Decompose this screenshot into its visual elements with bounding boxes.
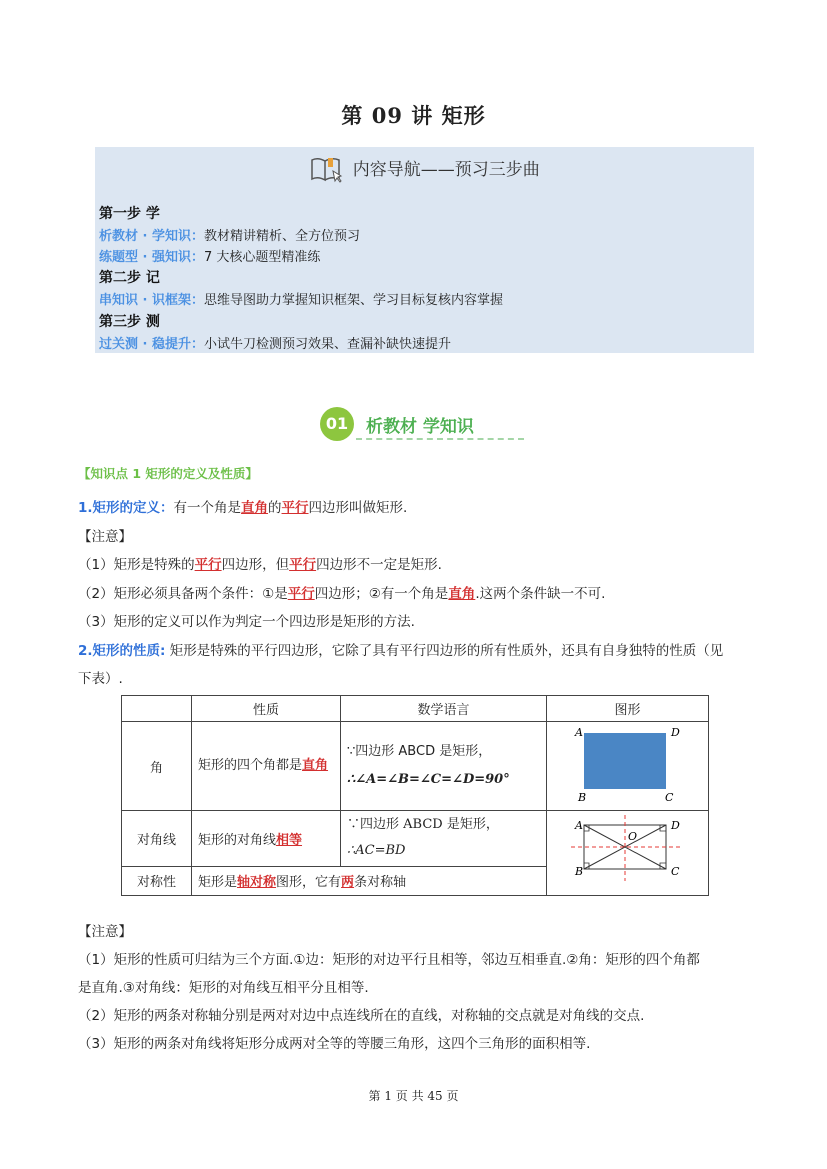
row-angle-figure — [547, 722, 709, 811]
note3-line: （3）矩形的定义可以作为判定一个四边形是矩形的方法. — [78, 614, 415, 630]
row-symmetry-red2: 两 — [341, 875, 355, 891]
row-angle-math — [341, 722, 547, 811]
note1-c: 四边形不一定是矩形. — [316, 557, 442, 573]
step1-title: 第一步 学 — [99, 206, 160, 222]
def-text-a: 有一个角是 — [173, 500, 242, 516]
row-symmetry-a: 矩形是 — [198, 875, 238, 891]
row-angle-math-1: ∵四边形 ABCD 是矩形， — [347, 744, 492, 759]
definition-line — [78, 496, 407, 516]
step3-item1 — [99, 333, 451, 352]
rectangle-figure — [547, 722, 707, 806]
label-a: A — [575, 726, 583, 739]
step1-item1 — [99, 225, 360, 244]
step1-item1-text: 教材精讲精析、全方位预习 — [204, 229, 361, 244]
row-angle-math-2: ∴∠A=∠B=∠C=∠D=90° — [347, 772, 510, 787]
row-diagonal-math — [341, 811, 547, 867]
label-b: B — [575, 865, 584, 878]
row-diagonal-name: 对角线 — [122, 811, 192, 867]
step3-item1-text: 小试牛刀检测预习效果、查漏补缺快速提升 — [204, 337, 452, 352]
row-symmetry-name: 对称性 — [122, 866, 192, 895]
note2-a: （2）矩形必须具备两个条件：①是 — [78, 586, 288, 602]
label-d: D — [671, 726, 680, 739]
table-header-figure: 图形 — [547, 696, 709, 722]
step3-item1-label: 过关测 · 稳提升： — [99, 337, 204, 352]
step1-item2 — [99, 246, 320, 265]
row-symmetry-b: 图形，它有 — [276, 875, 342, 891]
step2-item1-label: 串知识 · 识框架： — [99, 293, 204, 308]
book-icon — [309, 155, 343, 185]
table-header-math-language: 数学语言 — [341, 696, 547, 722]
row-diagonal-property — [192, 811, 341, 867]
properties-table — [121, 695, 709, 896]
label-c: C — [671, 865, 680, 878]
table-row — [122, 811, 709, 867]
row-diagonal-figure — [547, 811, 709, 896]
note1-red1: 平行 — [194, 557, 222, 573]
row-diagonal-prop-text: 矩形的对角线 — [198, 832, 277, 848]
row-angle-prop-text: 矩形的四个角都是 — [198, 758, 303, 773]
row-symmetry-c: 条对称轴 — [354, 875, 407, 891]
step2-item1-text: 思维导图助力掌握知识框架、学习目标复核内容掌握 — [204, 293, 504, 308]
table-header-blank — [122, 696, 192, 722]
rectangle-diagonal-figure — [547, 811, 707, 891]
row-symmetry-red1: 轴对称 — [237, 875, 277, 891]
note1-line — [78, 553, 442, 573]
table-header-row — [122, 696, 709, 722]
note1-a: （1）矩形是特殊的 — [78, 557, 195, 573]
note1-b: 四边形，但 — [221, 557, 290, 573]
nav-header — [95, 155, 754, 185]
section-label: 析教材 学知识 — [366, 417, 474, 437]
notes2-line1: （1）矩形的性质可归结为三个方面.①边：矩形的对边平行且相等，邻边互相垂直.②角：矩形的四个角都 — [78, 952, 700, 968]
note1-red2: 平行 — [289, 557, 317, 573]
row-diagonal-math-1: ∵四边形 ABCD 是矩形， — [347, 817, 499, 833]
notes2-line3: （2）矩形的两条对称轴分别是两对对边中点连线所在的直线，对称轴的交点就是对角线的交点. — [78, 1008, 645, 1024]
label-c: C — [665, 791, 674, 804]
note2-red2: 直角 — [448, 586, 476, 602]
step1-item2-text: 7 大核心题型精准练 — [204, 250, 321, 265]
step2-item1 — [99, 289, 503, 308]
notes2-line2: 是直角.③对角线：矩形的对角线互相平分且相等. — [78, 980, 369, 996]
label-d: D — [671, 819, 680, 832]
note2-c: .这两个条件缺一不可. — [475, 586, 606, 602]
def-text-c: 四边形叫做矩形. — [308, 500, 408, 516]
property-text-1: 矩形是特殊的平行四边形，它除了具有平行四边形的所有性质外，还具有自身独特的性质（见 — [165, 643, 724, 659]
label-b: B — [578, 791, 587, 804]
row-diagonal-prop-red: 相等 — [276, 832, 303, 848]
definition-label: 1.矩形的定义： — [78, 500, 174, 516]
def-red-right-angle: 直角 — [241, 500, 269, 516]
label-o: O — [628, 830, 638, 843]
def-text-b: 的 — [268, 500, 282, 516]
note2-red1: 平行 — [287, 586, 315, 602]
note-title: 【注意】 — [78, 529, 132, 545]
notes2-title: 【注意】 — [78, 924, 132, 940]
content-navigation-box — [95, 147, 754, 353]
def-red-parallel: 平行 — [281, 500, 309, 516]
step2-title: 第二步 记 — [99, 270, 160, 286]
page-title: 第 09 讲 矩形 — [341, 103, 486, 128]
notes2-line4: （3）矩形的两条对角线将矩形分成两对全等的等腰三角形，这四个三角形的面积相等. — [78, 1036, 591, 1052]
step1-item2-label: 练题型 · 强知识： — [99, 250, 204, 265]
note2-b: 四边形；②有一个角是 — [314, 586, 449, 602]
section-number: 01 — [320, 407, 354, 441]
row-symmetry-property — [192, 866, 547, 895]
knowledge-point-heading: 【知识点 1 矩形的定义及性质】 — [78, 466, 258, 481]
page-footer: 第 1 页 共 45 页 — [368, 1089, 459, 1103]
label-a: A — [575, 819, 583, 832]
row-diagonal-math-2: ∴AC=BD — [347, 843, 406, 859]
step1-item1-label: 析教材 · 学知识： — [99, 229, 204, 244]
nav-header-text: 内容导航——预习三步曲 — [352, 160, 540, 180]
row-angle-name: 角 — [122, 722, 192, 811]
note2-line — [78, 582, 605, 602]
property-line-2: 下表）. — [78, 671, 123, 687]
row-angle-property — [192, 722, 341, 811]
table-header-property: 性质 — [192, 696, 341, 722]
table-row — [122, 722, 709, 811]
row-angle-prop-red: 直角 — [302, 758, 329, 773]
property-line-1 — [78, 639, 723, 659]
property-label: 2.矩形的性质: — [78, 643, 166, 659]
step3-title: 第三步 测 — [99, 314, 160, 330]
section-underline — [356, 438, 524, 440]
